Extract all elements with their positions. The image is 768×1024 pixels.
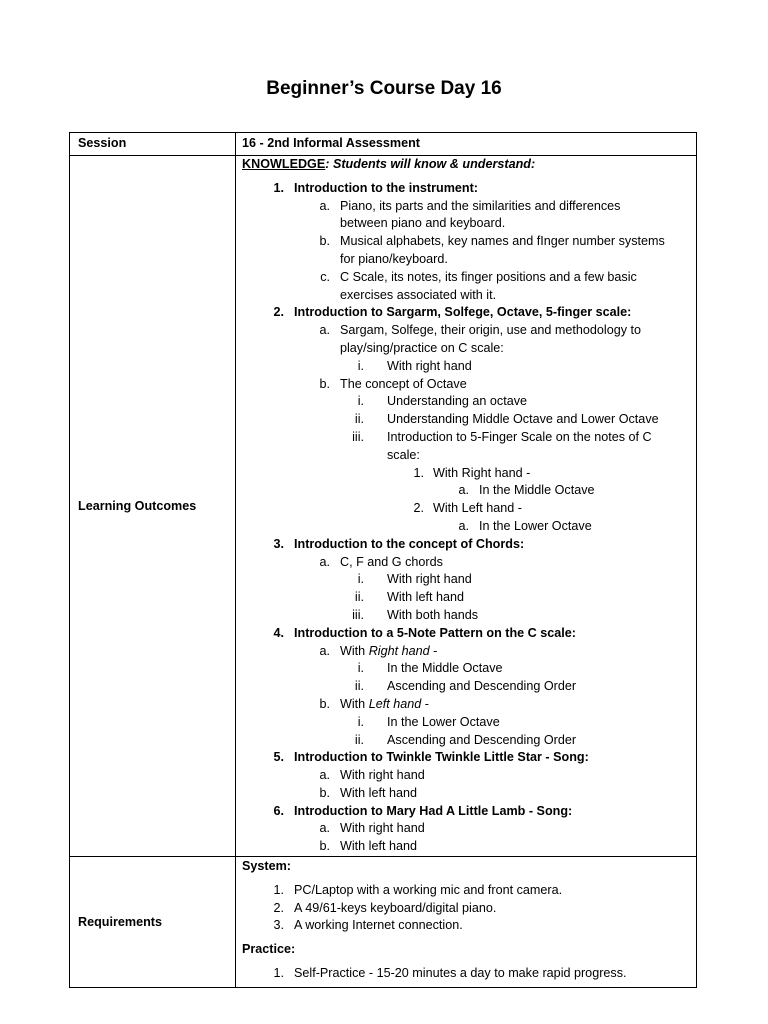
knowledge-subheading: : Students will know & understand:: [325, 157, 536, 171]
session-value: 16 - 2nd Informal Assessment: [242, 136, 421, 150]
list-item: 3. Introduction to the concept of Chords:: [273, 536, 525, 551]
page-title: Beginner’s Course Day 16: [266, 78, 502, 99]
list-item: a. In the Middle Octave: [458, 483, 595, 498]
list-item: b. With left hand: [319, 839, 418, 854]
list-item: ii. Ascending and Descending Order: [354, 679, 577, 694]
list-item: a. In the Lower Octave: [458, 518, 592, 533]
learning-outcomes-row: [70, 156, 697, 857]
list-item: 1. Introduction to the instrument:: [273, 180, 478, 195]
list-item: a. C, F and G chords: [319, 554, 443, 569]
requirements-content: [236, 857, 697, 988]
learning-outcomes-label: Learning Outcomes: [70, 156, 236, 857]
knowledge-heading: KNOWLEDGE: [242, 157, 326, 171]
list-item: b. With Left hand -: [319, 696, 429, 711]
list-item: 3. A working Internet connection.: [273, 918, 463, 933]
list-item: 1. With Right hand -: [413, 465, 531, 480]
list-item: b. The concept of Octave: [319, 376, 467, 391]
list-item: 6. Introduction to Mary Had A Little Lamb - Song:: [273, 803, 573, 818]
practice-heading: Practice:: [242, 942, 296, 957]
list-item: a. Piano, its parts and the similarities and differences: [319, 198, 621, 213]
system-heading: System:: [242, 859, 291, 874]
list-item: c. C Scale, its notes, its finger positions and a few basic: [320, 269, 637, 284]
list-item: i. With right hand: [357, 572, 472, 587]
list-item: i. In the Middle Octave: [357, 661, 503, 676]
list-item: i. In the Lower Octave: [357, 714, 500, 729]
list-item: b. With left hand: [319, 785, 418, 800]
list-item: ii. With left hand: [354, 590, 465, 605]
list-item: 1. Self-Practice - 15-20 minutes a day to make rapid progress.: [273, 966, 627, 981]
list-item: 5. Introduction to Twinkle Twinkle Little Star - Song:: [273, 750, 589, 765]
list-item: i. With right hand: [357, 358, 472, 373]
list-item: i. Understanding an octave: [357, 394, 528, 409]
list-item: 2. Introduction to Sargarm, Solfege, Octave, 5-finger scale:: [273, 305, 632, 320]
session-label: Session: [70, 133, 236, 156]
requirements-label: Requirements: [70, 857, 236, 988]
learning-outcomes-content: KNOWLEDGE: Students will know & understand: 1. Introduction to the instrument: a. Piano, its parts and the similarities and differences between piano and keyboard. b. Musical alphabets, key names and fInger number systems for piano/keyboard. c. C Scale, its notes, its finger positions and a few basic exercises associated with it. 2. Introduction to Sargarm, Solfege, Octave, 5-finger scale: a. Sargam, Solfege, their origin, use and methodology to play/sing/practice on C scale: i. With right hand b. The concept of Octave i. Understanding an octave ii. Understanding Middle Octave and Lower Octave iii. Introduction to 5-Finger Scale on the notes of C scale: 1. With Right hand - a. In the Middle Octave 2. With Left hand - a. In the Lower Octave 3. Introduction to the concept of Chords: a. C, F and G chords i. With right hand ii. With left hand iii. With both hands 4. Introduction to a 5-Note Pattern on the C scale: a. With Right hand - i. In the Middle Octave ii. Ascending and Descending Order b. With Left hand - i. In the Lower Octave ii. Ascending and Descending Order 5. Introduction to Twinkle Twinkle Little Star - Song: a. With right hand b. With left hand 6. Introduction to Mary Had A Little Lamb - Song: a. With right hand b. With left hand: [236, 156, 697, 857]
course-table: [69, 132, 697, 988]
session-row: [70, 133, 697, 156]
list-item: 1. PC/Laptop with a working mic and front camera.: [273, 882, 563, 897]
list-item: 2. A 49/61-keys keyboard/digital piano.: [273, 900, 497, 915]
list-item: a. Sargam, Solfege, their origin, use and methodology to: [319, 323, 642, 338]
requirements-row: [70, 857, 697, 988]
list-item: a. With right hand: [319, 768, 425, 783]
list-item: b. Musical alphabets, key names and fInger number systems: [319, 234, 665, 249]
list-item: 2. With Left hand -: [413, 501, 522, 516]
list-item: 4. Introduction to a 5-Note Pattern on the C scale:: [273, 625, 576, 640]
list-item: ii. Understanding Middle Octave and Lower Octave: [354, 412, 659, 427]
list-item: iii. With both hands: [352, 607, 479, 622]
list-item: a. With right hand: [319, 821, 425, 836]
list-item: a. With Right hand -: [319, 643, 438, 658]
list-item: ii. Ascending and Descending Order: [354, 732, 577, 747]
list-item: iii. Introduction to 5-Finger Scale on the notes of C: [352, 429, 652, 444]
